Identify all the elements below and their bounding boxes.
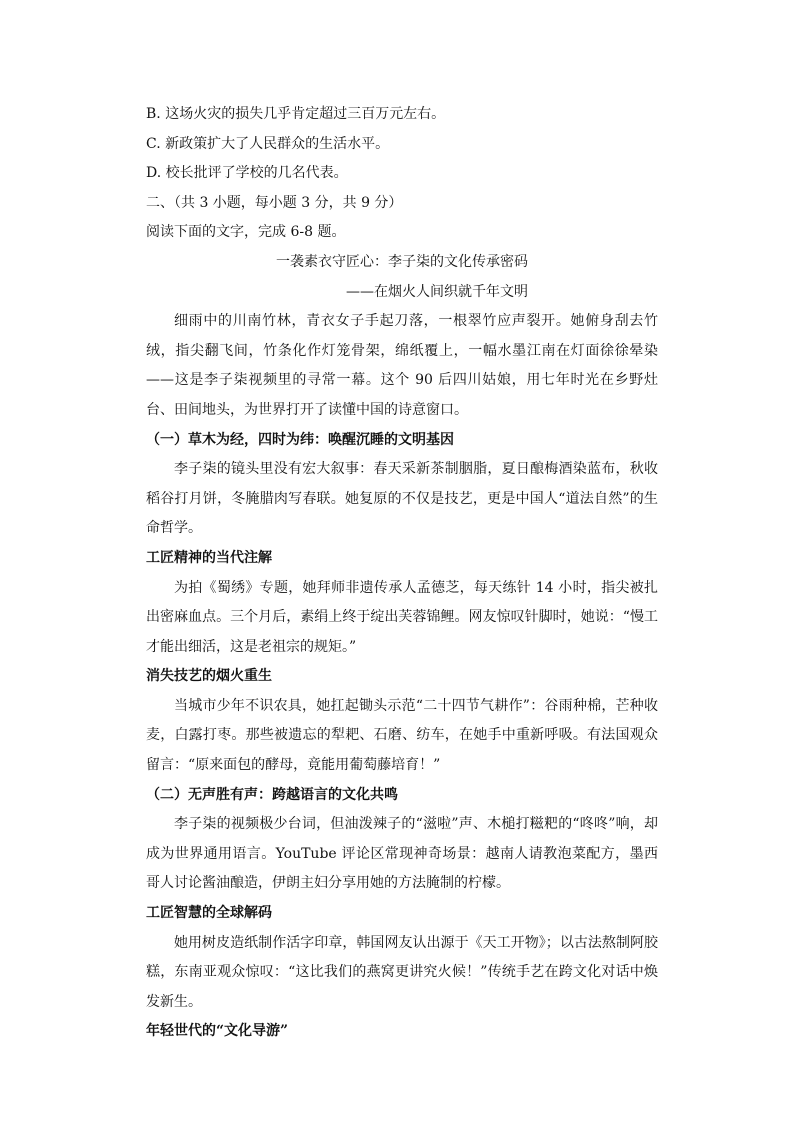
part1-text: 李子柒的镜头里没有宏大叙事：春天采新茶制胭脂，夏日酿梅酒染蓝布，秋收稻谷打月饼，冬腌腊肉写春联。她复原的不仅是技艺，更是中国人“道法自然”的生命哲学。 bbox=[146, 461, 658, 537]
sub2-heading: 消失技艺的烟火重生 bbox=[146, 668, 272, 685]
sub1-heading: 工匠精神的当代注解 bbox=[146, 549, 272, 566]
option-c: C. 新政策扩大了人民群众的生活水平。 bbox=[146, 135, 390, 152]
sub1-text: 为拍《蜀绣》专题，她拜师非遗传承人孟德芝，每天练针 14 小时，指尖被扎出密麻血点。三个月后，素绢上终于绽出芙蓉锦鲤。网友惊叹针脚时，她说：“慢工才能出细活，这是老祖宗的规矩。” bbox=[146, 579, 658, 655]
sub2-text: 当城市少年不识农具，她扛起锄头示范“二十四节气耕作”：谷雨种棉，芒种收麦，白露打枣。那些被遗忘的犁耙、石磨、纺车，在她手中重新呼吸。有法国观众留言：“原来面包的酵母，竟能用葡萄藤培育！” bbox=[146, 697, 658, 774]
part2-text: 李子柒的视频极少台词，但油泼辣子的“滋啦”声、木槌打糍粑的“咚咚”响，却成为世界通用语言。YouTube 评论区常现神奇场景：越南人请教泡菜配方，墨西哥人讨论酱油酿造，伊朗主妇分享用她的方法腌制的柠檬。 bbox=[146, 816, 658, 892]
sub4-heading: 年轻世代的“文化导游” bbox=[146, 1023, 289, 1040]
document-content bbox=[146, 100, 658, 1047]
sub3-heading: 工匠智慧的全球解码 bbox=[146, 905, 272, 922]
option-b: B. 这场火灾的损失几乎肯定超过三百万元左右。 bbox=[146, 106, 446, 122]
sub3-text: 她用树皮造纸制作活字印章，韩国网友认出源于《天工开物》；以古法熬制阿胶糕，东南亚观众惊叹：“这比我们的燕窝更讲究火候！”传统手艺在跨文化对话中焕发新生。 bbox=[146, 934, 658, 1010]
article-subtitle: ——在烟火人间织就千年文明 bbox=[346, 283, 528, 300]
article-title: 一袭素衣守匠心：李子柒的文化传承密码 bbox=[276, 253, 528, 270]
article-intro: 细雨中的川南竹林，青衣女子手起刀落，一根翠竹应声裂开。她俯身刮去竹绒，指尖翻飞间，竹条化作灯笼骨架，绵纸覆上，一幅水墨江南在灯面徐徐晕染——这是李子柒视频里的寻常一幕。这个 90 后四川姑娘，用七年时光在乡野灶台、田间地头，为世界打开了读懂中国的诗意窗口。 bbox=[146, 313, 658, 418]
section-heading: 二、（共 3 小题，每小题 3 分，共 9 分） bbox=[146, 194, 403, 211]
option-d: D. 校长批评了学校的几名代表。 bbox=[146, 165, 348, 182]
part1-heading: （一）草木为经，四时为纬：唤醒沉睡的文明基因 bbox=[146, 431, 454, 448]
section-instruction: 阅读下面的文字，完成 6-8 题。 bbox=[146, 224, 346, 241]
part2-heading: （二）无声胜有声：跨越语言的文化共鸣 bbox=[146, 786, 398, 803]
